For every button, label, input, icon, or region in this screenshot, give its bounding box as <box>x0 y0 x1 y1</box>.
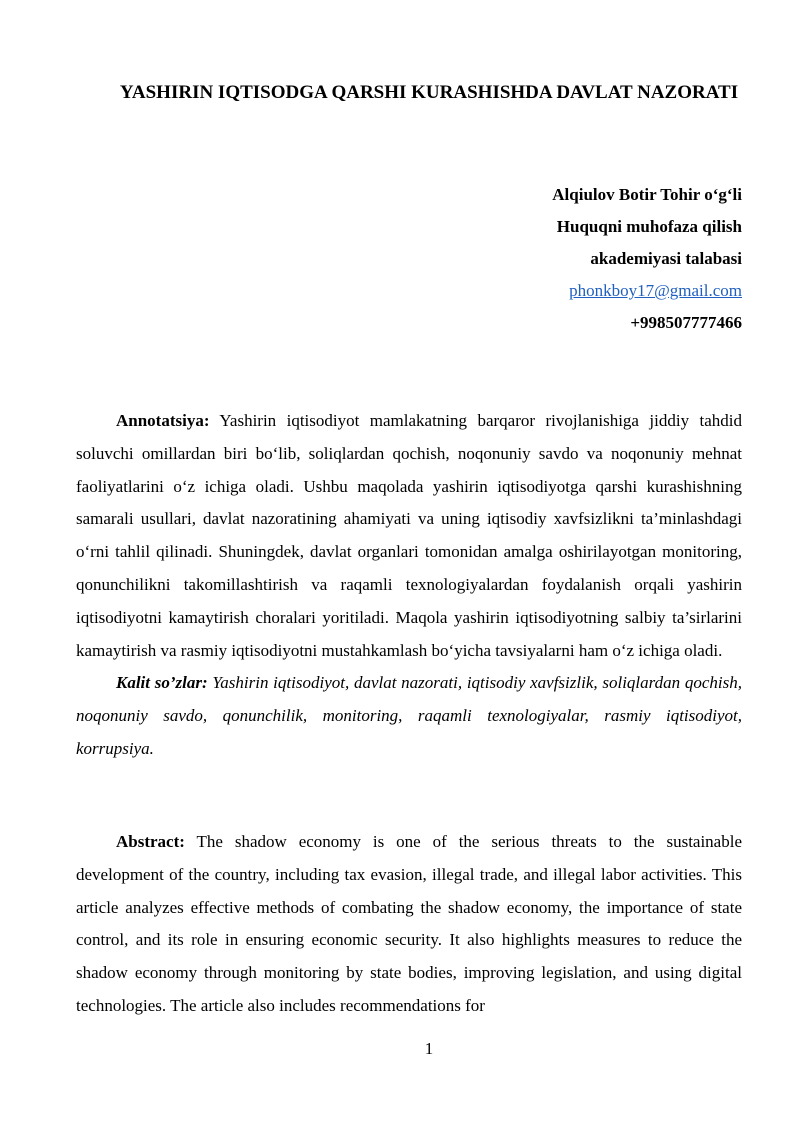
annotation-label: Annotatsiya: <box>116 411 210 430</box>
page-number: 1 <box>424 1039 434 1058</box>
paper-title: YASHIRIN IQTISODGA QARSHI KURASHISHDA DAVLAT NAZORATI <box>119 82 739 103</box>
author-affiliation-line2: akademiyasi talabasi <box>590 249 742 268</box>
abstract-paragraph <box>76 826 742 1023</box>
annotation-section <box>76 405 742 766</box>
abstract-section <box>76 826 742 1023</box>
author-email-link[interactable]: phonkboy17@gmail.com <box>569 281 742 300</box>
keywords-label: Kalit so’zlar: <box>116 673 208 693</box>
keywords-text: Yashirin iqtisodiyot, davlat nazorati, iqtisodiy xavfsizlik, soliqlardan qochish, noqonuniy savdo, qonunchilik, monitoring, raqamli texnologiyalar, rasmiy iqtisodiyot, korrupsiya. <box>76 673 742 758</box>
annotation-paragraph <box>76 405 742 667</box>
author-name: Alqiulov Botir Tohir o‘g‘li <box>552 185 742 204</box>
abstract-text: The shadow economy is one of the serious threats to the sustainable development of the country, including tax evasion, illegal trade, and illegal labor activities. This article analyzes effective methods of combating the shadow economy, the importance of state control, and its role in ensuring economic security. It also highlights measures to reduce the shadow economy through monitoring by state bodies, improving legislation, and using digital technologies. The article also includes recommendations for <box>76 832 742 1015</box>
keywords-paragraph <box>76 667 742 765</box>
author-affiliation-line1: Huquqni muhofaza qilish <box>556 217 742 236</box>
annotation-text: Yashirin iqtisodiyot mamlakatning barqaror rivojlanishiga jiddiy tahdid soluvchi omillardan biri bo‘lib, soliqlardan qochish, noqonuniy savdo va noqonuniy mehnat faoliyatlarini o‘z ichiga oladi. Ushbu maqolada yashirin iqtisodiyotga qarshi kurashishning samarali usullari, davlat nazoratining ahamiyati va uning iqtisodiy xavfsizlikni ta’minlashdagi o‘rni tahlil qilinadi. Shuningdek, davlat organlari tomonidan amalga oshirilayotgan monitoring, qonunchilikni takomillashtirish va raqamli texnologiyalardan foydalanish orqali yashirin iqtisodiyotni kamaytirish choralari yoritiladi. Maqola yashirin iqtisodiyotning salbiy ta’sirlarini kamaytirish va rasmiy iqtisodiyotni mustahkamlash bo‘yicha tavsiyalarni ham o‘z ichiga oladi. <box>76 411 742 660</box>
abstract-label: Abstract: <box>116 832 185 851</box>
author-block <box>552 179 742 339</box>
author-phone: +998507777466 <box>630 313 742 332</box>
